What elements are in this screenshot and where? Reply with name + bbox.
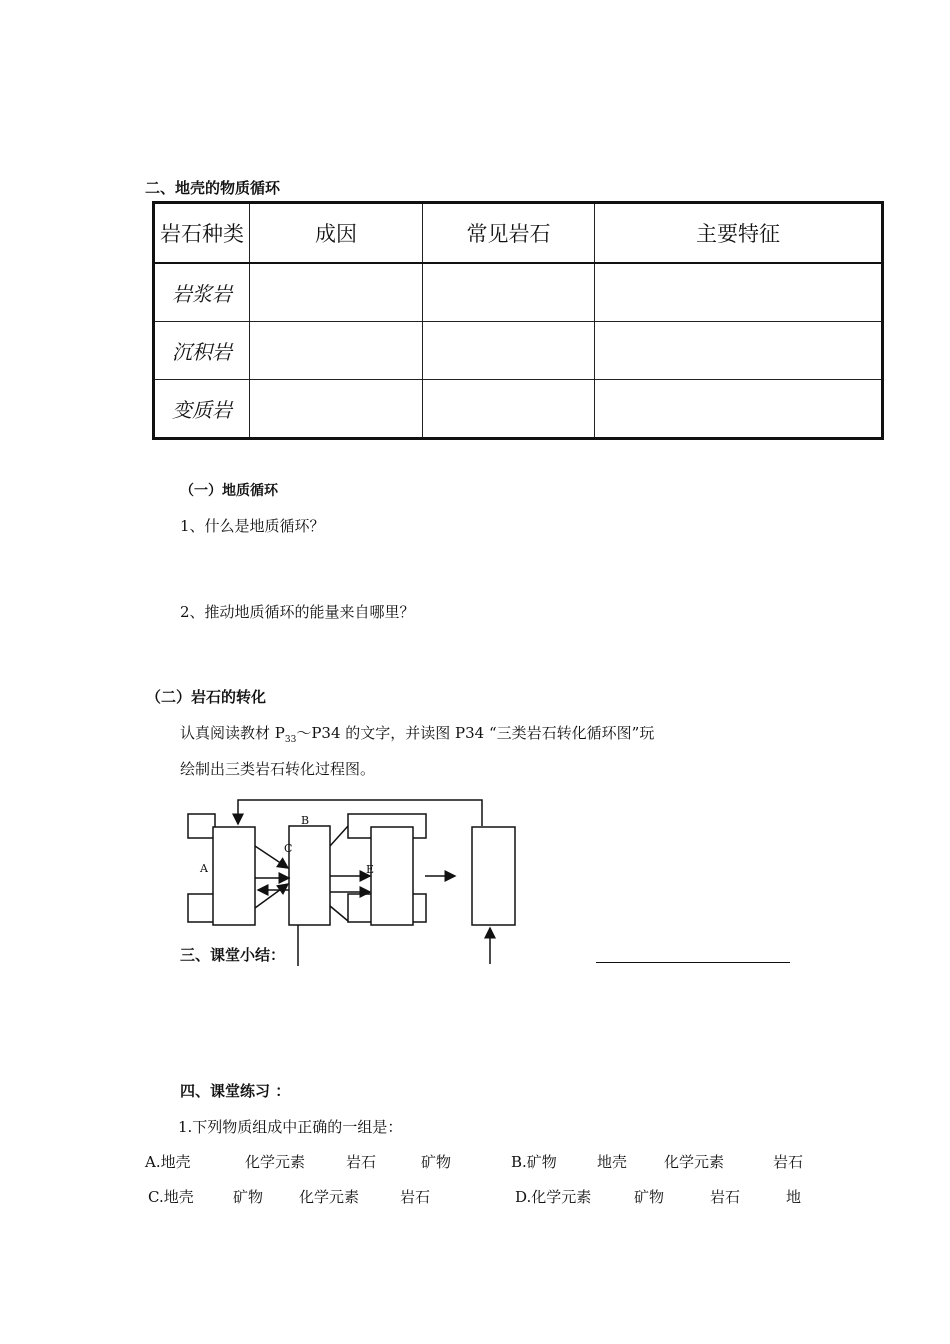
diagram-box: [472, 827, 515, 925]
option-d-item: 岩石: [710, 1188, 741, 1206]
diagram-box: [289, 826, 330, 925]
option-b-item: B.矿物: [511, 1153, 557, 1171]
table-cell[interactable]: [250, 263, 423, 322]
section-title-summary: 三、课堂小结：: [180, 946, 286, 964]
row-label-metamorphic: 变质岩: [154, 380, 250, 439]
answer-blank-line[interactable]: [596, 962, 790, 963]
option-a-item: A.地壳: [145, 1153, 191, 1171]
row-label-igneous: 岩浆岩: [154, 263, 250, 322]
diagram-box: [213, 827, 255, 925]
option-c-item: 化学元素: [299, 1188, 360, 1206]
diagram-box: [188, 814, 215, 838]
section-title-practice: 四、课堂练习 ：: [180, 1082, 291, 1100]
subsection-title-geologic-cycle: （一）地质循环: [180, 483, 278, 499]
page-subscript: 33: [284, 735, 297, 745]
rock-cycle-diagram: [180, 796, 530, 966]
option-c-item: 岩石: [400, 1188, 431, 1206]
table-cell[interactable]: [423, 380, 595, 439]
question-1: 1、什么是地质循环？: [180, 517, 325, 535]
table-row: [154, 322, 883, 380]
table-cell[interactable]: [423, 263, 595, 322]
question-2: 2、推动地质循环的能量来自哪里？: [180, 603, 415, 621]
table-row: [154, 380, 883, 439]
header-common-rocks: 常见岩石: [423, 203, 595, 264]
diagram-label-b: B: [301, 814, 310, 827]
option-d-item: D.化学元素: [515, 1188, 592, 1206]
option-a-item: 矿物: [421, 1153, 452, 1171]
table-cell[interactable]: [595, 380, 883, 439]
row-label-sedimentary: 沉积岩: [154, 322, 250, 380]
section-title: 二、地壳的物质循环: [145, 179, 281, 197]
diagram-box: [371, 827, 413, 925]
table-cell[interactable]: [250, 322, 423, 380]
option-c-item: C.地壳: [148, 1188, 194, 1206]
table-row: [154, 263, 883, 322]
header-main-features: 主要特征: [595, 203, 883, 264]
diagram-line: [330, 906, 348, 921]
diagram-arrow: [255, 884, 288, 908]
header-rock-type: 岩石种类: [154, 203, 250, 264]
option-a-item: 岩石: [346, 1153, 377, 1171]
rock-type-table: [152, 201, 884, 440]
option-b-item: 岩石: [773, 1153, 804, 1171]
diagram-line: [330, 826, 348, 846]
table-header-row: [154, 203, 883, 264]
instruction-paragraph: [180, 722, 654, 745]
instruction-text-b: ～P34 的文字，并读图 P34 “三类岩石转化循环图”玩: [296, 724, 655, 742]
practice-question-1: 1.下列物质组成中正确的一组是：: [178, 1118, 403, 1136]
header-origin: 成因: [250, 203, 423, 264]
table-cell[interactable]: [250, 380, 423, 439]
option-b-item: 化学元素: [664, 1153, 725, 1171]
table-cell[interactable]: [595, 263, 883, 322]
option-d-item: 矿物: [634, 1188, 665, 1206]
diagram-label-c: C: [284, 842, 293, 855]
diagram-box: [188, 894, 215, 922]
diagram-label-a: A: [200, 862, 208, 875]
table-cell[interactable]: [595, 322, 883, 380]
option-a-item: 化学元素: [245, 1153, 306, 1171]
instruction-text-a: 认真阅读教材 P: [180, 724, 285, 742]
diagram-loop-line: [238, 800, 482, 826]
subsection-title-rock-transformation: （二）岩石的转化: [146, 688, 267, 706]
option-c-item: 矿物: [233, 1188, 264, 1206]
diagram-label-e: E: [366, 863, 375, 876]
option-d-item: 地: [786, 1188, 802, 1206]
instruction-paragraph-2: 绘制出三类岩石转化过程图。: [180, 760, 376, 778]
table-cell[interactable]: [423, 322, 595, 380]
option-b-item: 地壳: [597, 1153, 628, 1171]
